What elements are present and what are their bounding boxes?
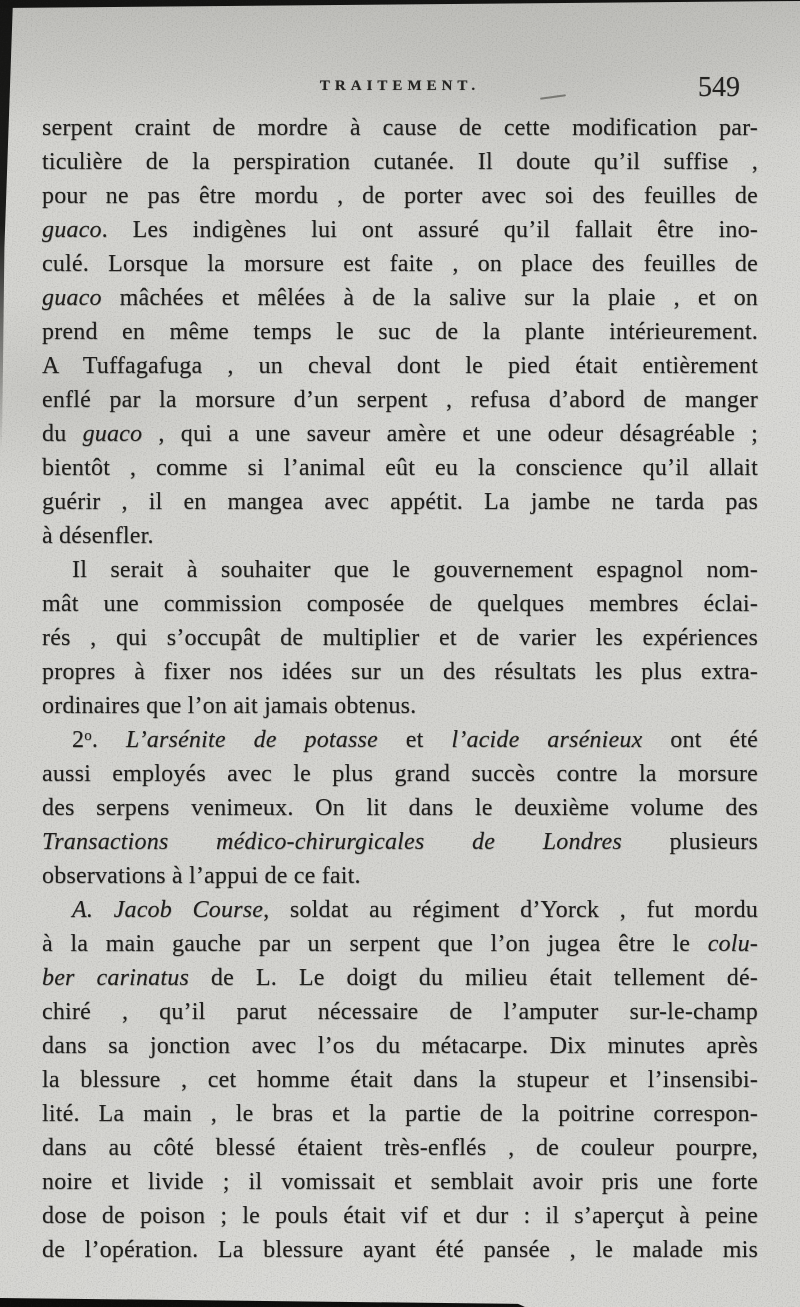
running-title: TRAITEMENT. xyxy=(319,78,481,94)
text-segment: lité. La main , le bras et la partie de la poitrine correspon- xyxy=(42,1101,758,1127)
text-line xyxy=(42,723,758,757)
text-segment: observations à l’appui de ce fait. xyxy=(42,863,361,889)
text-segment: A Tuffagafuga , un cheval dont le pied était entièrement xyxy=(42,353,758,379)
text-segment: à désenfler. xyxy=(42,523,154,549)
text-segment: noire et livide ; il vomissait et semblait avoir pris une forte xyxy=(42,1169,758,1195)
text-segment: , qui a une saveur amère et une odeur désagréable ; xyxy=(142,421,758,447)
italic-text: Transactions médico-chirurgicales de Londres xyxy=(42,829,622,855)
text-segment: rés , qui s’occupât de multiplier et de varier les expériences xyxy=(42,625,758,651)
text-segment: , soldat au régiment d’Yorck , fut mordu xyxy=(263,897,758,923)
text-column xyxy=(42,111,758,1267)
text-segment: propres à fixer nos idées sur un des résultats les plus extra- xyxy=(42,659,758,685)
text-line xyxy=(42,281,758,315)
text-line xyxy=(42,927,758,961)
text-line xyxy=(42,893,758,927)
text-segment: . Les indigènes lui ont assuré qu’il fallait être ino- xyxy=(101,217,758,243)
scan-edge-top xyxy=(0,0,800,8)
text-segment: aussi employés avec le plus grand succès contre la morsure xyxy=(42,761,758,787)
text-line xyxy=(42,587,758,621)
italic-text: ber carinatus xyxy=(42,965,189,991)
text-segment: plusieurs xyxy=(621,829,758,855)
text-line xyxy=(42,179,758,213)
scan-edge-bottom xyxy=(0,1298,534,1307)
text-line xyxy=(42,383,758,417)
text-segment: dans au côté blessé étaient très-enflés , de couleur pourpre, xyxy=(42,1135,758,1161)
text-segment: ticulière de la perspiration cutanée. Il doute qu’il suffise , xyxy=(42,149,758,175)
text-segment: mât une commission composée de quelques membres éclai- xyxy=(42,591,758,617)
text-line xyxy=(42,553,758,587)
page-header xyxy=(0,74,800,108)
text-line xyxy=(42,1233,758,1267)
text-segment: chiré , qu’il parut nécessaire de l’amputer sur-le-champ xyxy=(42,999,758,1025)
text-segment: dans sa jonction avec l’os du métacarpe. Dix minutes après xyxy=(42,1033,758,1059)
italic-text: guaco xyxy=(42,285,102,311)
page-number: 549 xyxy=(698,72,740,103)
text-segment: mâchées et mêlées à de la salive sur la plaie , et on xyxy=(101,285,758,311)
text-line xyxy=(42,1029,758,1063)
text-line xyxy=(42,519,758,553)
superscript-text: o xyxy=(84,728,92,745)
text-segment: de l’opération. La blessure ayant été pansée , le malade mis xyxy=(42,1237,758,1263)
italic-text: colu- xyxy=(707,931,758,957)
text-line xyxy=(42,349,758,383)
text-segment: enflé par la morsure d’un serpent , refusa d’abord de manger xyxy=(42,387,758,413)
text-segment: des serpens venimeux. On lit dans le deuxième volume des xyxy=(42,795,758,821)
text-line xyxy=(42,689,758,723)
text-segment: pour ne pas être mordu , de porter avec soi des feuilles de xyxy=(42,183,758,209)
text-line xyxy=(42,757,758,791)
text-segment: serpent craint de mordre à cause de cette modification par- xyxy=(42,115,758,141)
text-line xyxy=(42,417,758,451)
text-segment: dose de poison ; le pouls était vif et dur : il s’aperçut à peine xyxy=(42,1203,758,1229)
text-line xyxy=(42,247,758,281)
text-segment: du xyxy=(42,421,83,447)
text-segment: la blessure , cet homme était dans la stupeur et l’insensibi- xyxy=(42,1067,758,1093)
text-segment: prend en même temps le suc de la plante intérieurement. xyxy=(42,319,758,345)
scan-edge-left xyxy=(0,0,13,450)
text-line xyxy=(42,315,758,349)
text-line xyxy=(42,451,758,485)
text-segment: et xyxy=(377,727,452,753)
text-segment: Il serait à souhaiter que le gouvernement espagnol nom- xyxy=(72,557,758,583)
text-line xyxy=(42,655,758,689)
text-segment: à la main gauche par un serpent que l’on jugea être le xyxy=(42,931,708,957)
text-line xyxy=(42,111,758,145)
text-line xyxy=(42,213,758,247)
italic-text: L’arsénite de potasse xyxy=(125,727,378,753)
text-line xyxy=(42,145,758,179)
text-line xyxy=(42,859,758,893)
text-segment: . xyxy=(91,727,126,753)
text-line xyxy=(42,791,758,825)
text-line xyxy=(42,961,758,995)
text-segment: culé. Lorsque la morsure est faite , on place des feuilles de xyxy=(42,251,758,277)
text-line xyxy=(42,621,758,655)
italic-text: A. Jacob Course xyxy=(72,897,264,923)
text-segment: ont été xyxy=(642,727,758,753)
text-line xyxy=(42,1131,758,1165)
text-line xyxy=(42,1165,758,1199)
text-line xyxy=(42,1199,758,1233)
text-segment: bientôt , comme si l’animal eût eu la conscience qu’il allait xyxy=(42,455,758,481)
text-segment: guérir , il en mangea avec appétit. La jambe ne tarda pas xyxy=(42,489,758,515)
italic-text: guaco xyxy=(42,217,102,243)
italic-text: guaco xyxy=(82,421,143,447)
text-segment: 2 xyxy=(72,727,85,753)
text-segment: de L. Le doigt du milieu était tellement dé- xyxy=(188,965,758,991)
text-line xyxy=(42,485,758,519)
text-line xyxy=(42,825,758,859)
text-line xyxy=(42,995,758,1029)
italic-text: l’acide arsénieux xyxy=(451,727,643,753)
text-line xyxy=(42,1063,758,1097)
text-line xyxy=(42,1097,758,1131)
text-segment: ordinaires que l’on ait jamais obtenus. xyxy=(42,693,417,719)
